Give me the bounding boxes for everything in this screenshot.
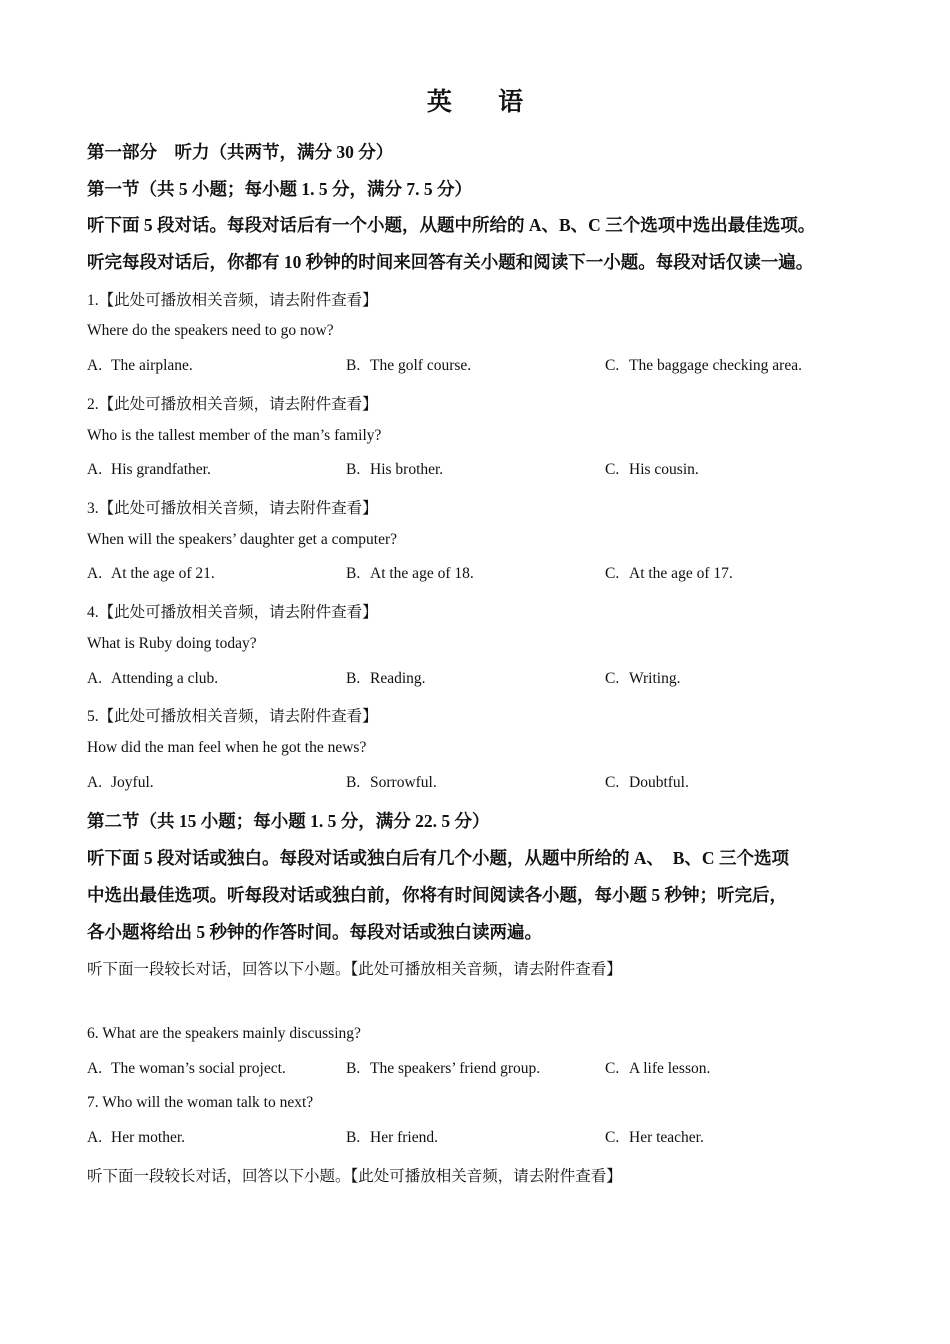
- section1-instruction-2: 听完每段对话后，你都有 10 秒钟的时间来回答有关小题和阅读下一小题。每段对话仅读一遍。: [87, 252, 814, 272]
- section1-heading: 第一节（共 5 小题；每小题 1. 5 分，满分 7. 5 分）: [87, 179, 472, 199]
- option-text: Sorrowful.: [370, 774, 437, 791]
- q4-option-a[interactable]: [87, 670, 218, 688]
- section2-instruction-2: 中选出最佳选项。听每段对话或独白前，你将有时间阅读各小题，每小题 5 秒钟；听完后，: [87, 885, 787, 905]
- option-text: At the age of 17.: [629, 565, 733, 582]
- long-dialog-prompt-2[interactable]: 听下面一段较长对话，回答以下小题。【此处可播放相关音频，请去附件查看】: [87, 1168, 622, 1185]
- option-label: A.: [87, 774, 103, 791]
- option-text: His grandfather.: [111, 461, 211, 478]
- option-label: C.: [605, 1060, 620, 1077]
- q3-option-c[interactable]: [605, 565, 733, 583]
- option-text: His brother.: [370, 461, 444, 478]
- option-label: B.: [346, 357, 361, 374]
- audio-note: 【此处可播放相关音频，请去附件查看】: [98, 396, 378, 413]
- option-text: His cousin.: [629, 461, 699, 478]
- option-label: C.: [605, 461, 620, 478]
- q4-audio[interactable]: [87, 600, 378, 622]
- option-text: The speakers’ friend group.: [370, 1060, 541, 1077]
- option-text: The woman’s social project.: [111, 1060, 286, 1077]
- section1-instruction-1: 听下面 5 段对话。每段对话后有一个小题，从题中所给的 A、B、C 三个选项中选出最佳选项。: [87, 215, 816, 235]
- option-text: At the age of 21.: [111, 565, 215, 582]
- q5-number: 5.: [87, 708, 99, 725]
- q7-option-c[interactable]: [605, 1129, 704, 1147]
- q3-question: When will the speakers’ daughter get a computer?: [87, 531, 398, 548]
- q1-option-c[interactable]: [605, 357, 802, 375]
- q4-option-c[interactable]: [605, 670, 680, 688]
- q1-option-a[interactable]: [87, 357, 193, 375]
- q6-option-a[interactable]: [87, 1060, 286, 1078]
- section2-heading: 第二节（共 15 小题；每小题 1. 5 分，满分 22. 5 分）: [87, 811, 490, 831]
- option-label: C.: [605, 357, 620, 374]
- option-text: Her mother.: [111, 1129, 186, 1146]
- option-text: Joyful.: [111, 774, 154, 791]
- q1-option-b[interactable]: [346, 357, 471, 375]
- option-label: C.: [605, 1129, 620, 1146]
- option-label: B.: [346, 670, 361, 687]
- option-text: Her teacher.: [629, 1129, 704, 1146]
- audio-note: 【此处可播放相关音频，请去附件查看】: [98, 292, 378, 309]
- q5-audio[interactable]: [87, 704, 378, 726]
- q3-option-b[interactable]: [346, 565, 474, 583]
- q4-option-b[interactable]: [346, 670, 426, 688]
- option-label: A.: [87, 670, 103, 687]
- q5-option-b[interactable]: [346, 774, 437, 792]
- q2-question: Who is the tallest member of the man’s family?: [87, 427, 382, 444]
- section2-instruction-3: 各小题将给出 5 秒钟的作答时间。每段对话或独白读两遍。: [87, 922, 542, 942]
- option-label: A.: [87, 1129, 103, 1146]
- audio-note: 【此处可播放相关音频，请去附件查看】: [98, 500, 378, 517]
- q7-option-a[interactable]: [87, 1129, 185, 1147]
- q1-number: 1.: [87, 292, 99, 309]
- q5-question: How did the man feel when he got the news?: [87, 739, 367, 756]
- option-text: Doubtful.: [629, 774, 689, 791]
- option-text: The golf course.: [370, 357, 472, 374]
- q4-number: 4.: [87, 604, 99, 621]
- option-label: C.: [605, 670, 620, 687]
- option-label: A.: [87, 1060, 103, 1077]
- option-text: Attending a club.: [111, 670, 219, 687]
- part1-heading: 第一部分 听力（共两节，满分 30 分）: [87, 142, 394, 162]
- q7-option-b[interactable]: [346, 1129, 438, 1147]
- option-label: B.: [346, 1129, 361, 1146]
- option-text: Reading.: [370, 670, 426, 687]
- q2-option-c[interactable]: [605, 461, 699, 479]
- q5-option-c[interactable]: [605, 774, 689, 792]
- q1-question: Where do the speakers need to go now?: [87, 322, 334, 339]
- q7-question: 7. Who will the woman talk to next?: [87, 1094, 314, 1111]
- option-label: A.: [87, 357, 103, 374]
- option-label: A.: [87, 461, 103, 478]
- q1-audio[interactable]: [87, 288, 378, 310]
- q4-question: What is Ruby doing today?: [87, 635, 257, 652]
- q3-option-a[interactable]: [87, 565, 215, 583]
- option-label: B.: [346, 461, 361, 478]
- q3-audio[interactable]: [87, 496, 378, 518]
- q5-option-a[interactable]: [87, 774, 154, 792]
- audio-note: 【此处可播放相关音频，请去附件查看】: [98, 604, 378, 621]
- option-label: C.: [605, 565, 620, 582]
- page-title: 英 语: [426, 89, 544, 116]
- option-text: Her friend.: [370, 1129, 438, 1146]
- option-text: The airplane.: [111, 357, 193, 374]
- q2-option-a[interactable]: [87, 461, 211, 479]
- q2-number: 2.: [87, 396, 99, 413]
- audio-note: 【此处可播放相关音频，请去附件查看】: [98, 708, 378, 725]
- option-text: The baggage checking area.: [629, 357, 802, 374]
- q6-option-c[interactable]: [605, 1060, 710, 1078]
- option-label: A.: [87, 565, 103, 582]
- q2-option-b[interactable]: [346, 461, 443, 479]
- option-text: A life lesson.: [629, 1060, 711, 1077]
- q3-number: 3.: [87, 500, 99, 517]
- long-dialog-prompt-1[interactable]: 听下面一段较长对话，回答以下小题。【此处可播放相关音频，请去附件查看】: [87, 961, 622, 978]
- option-text: At the age of 18.: [370, 565, 474, 582]
- q6-question: 6. What are the speakers mainly discussing?: [87, 1025, 361, 1042]
- q6-option-b[interactable]: [346, 1060, 540, 1078]
- option-label: C.: [605, 774, 620, 791]
- q2-audio[interactable]: [87, 392, 378, 414]
- option-text: Writing.: [629, 670, 681, 687]
- option-label: B.: [346, 774, 361, 791]
- option-label: B.: [346, 1060, 361, 1077]
- section2-instruction-1: 听下面 5 段对话或独白。每段对话或独白后有几个小题，从题中所给的 A、 B、C 三个选项: [87, 848, 789, 868]
- option-label: B.: [346, 565, 361, 582]
